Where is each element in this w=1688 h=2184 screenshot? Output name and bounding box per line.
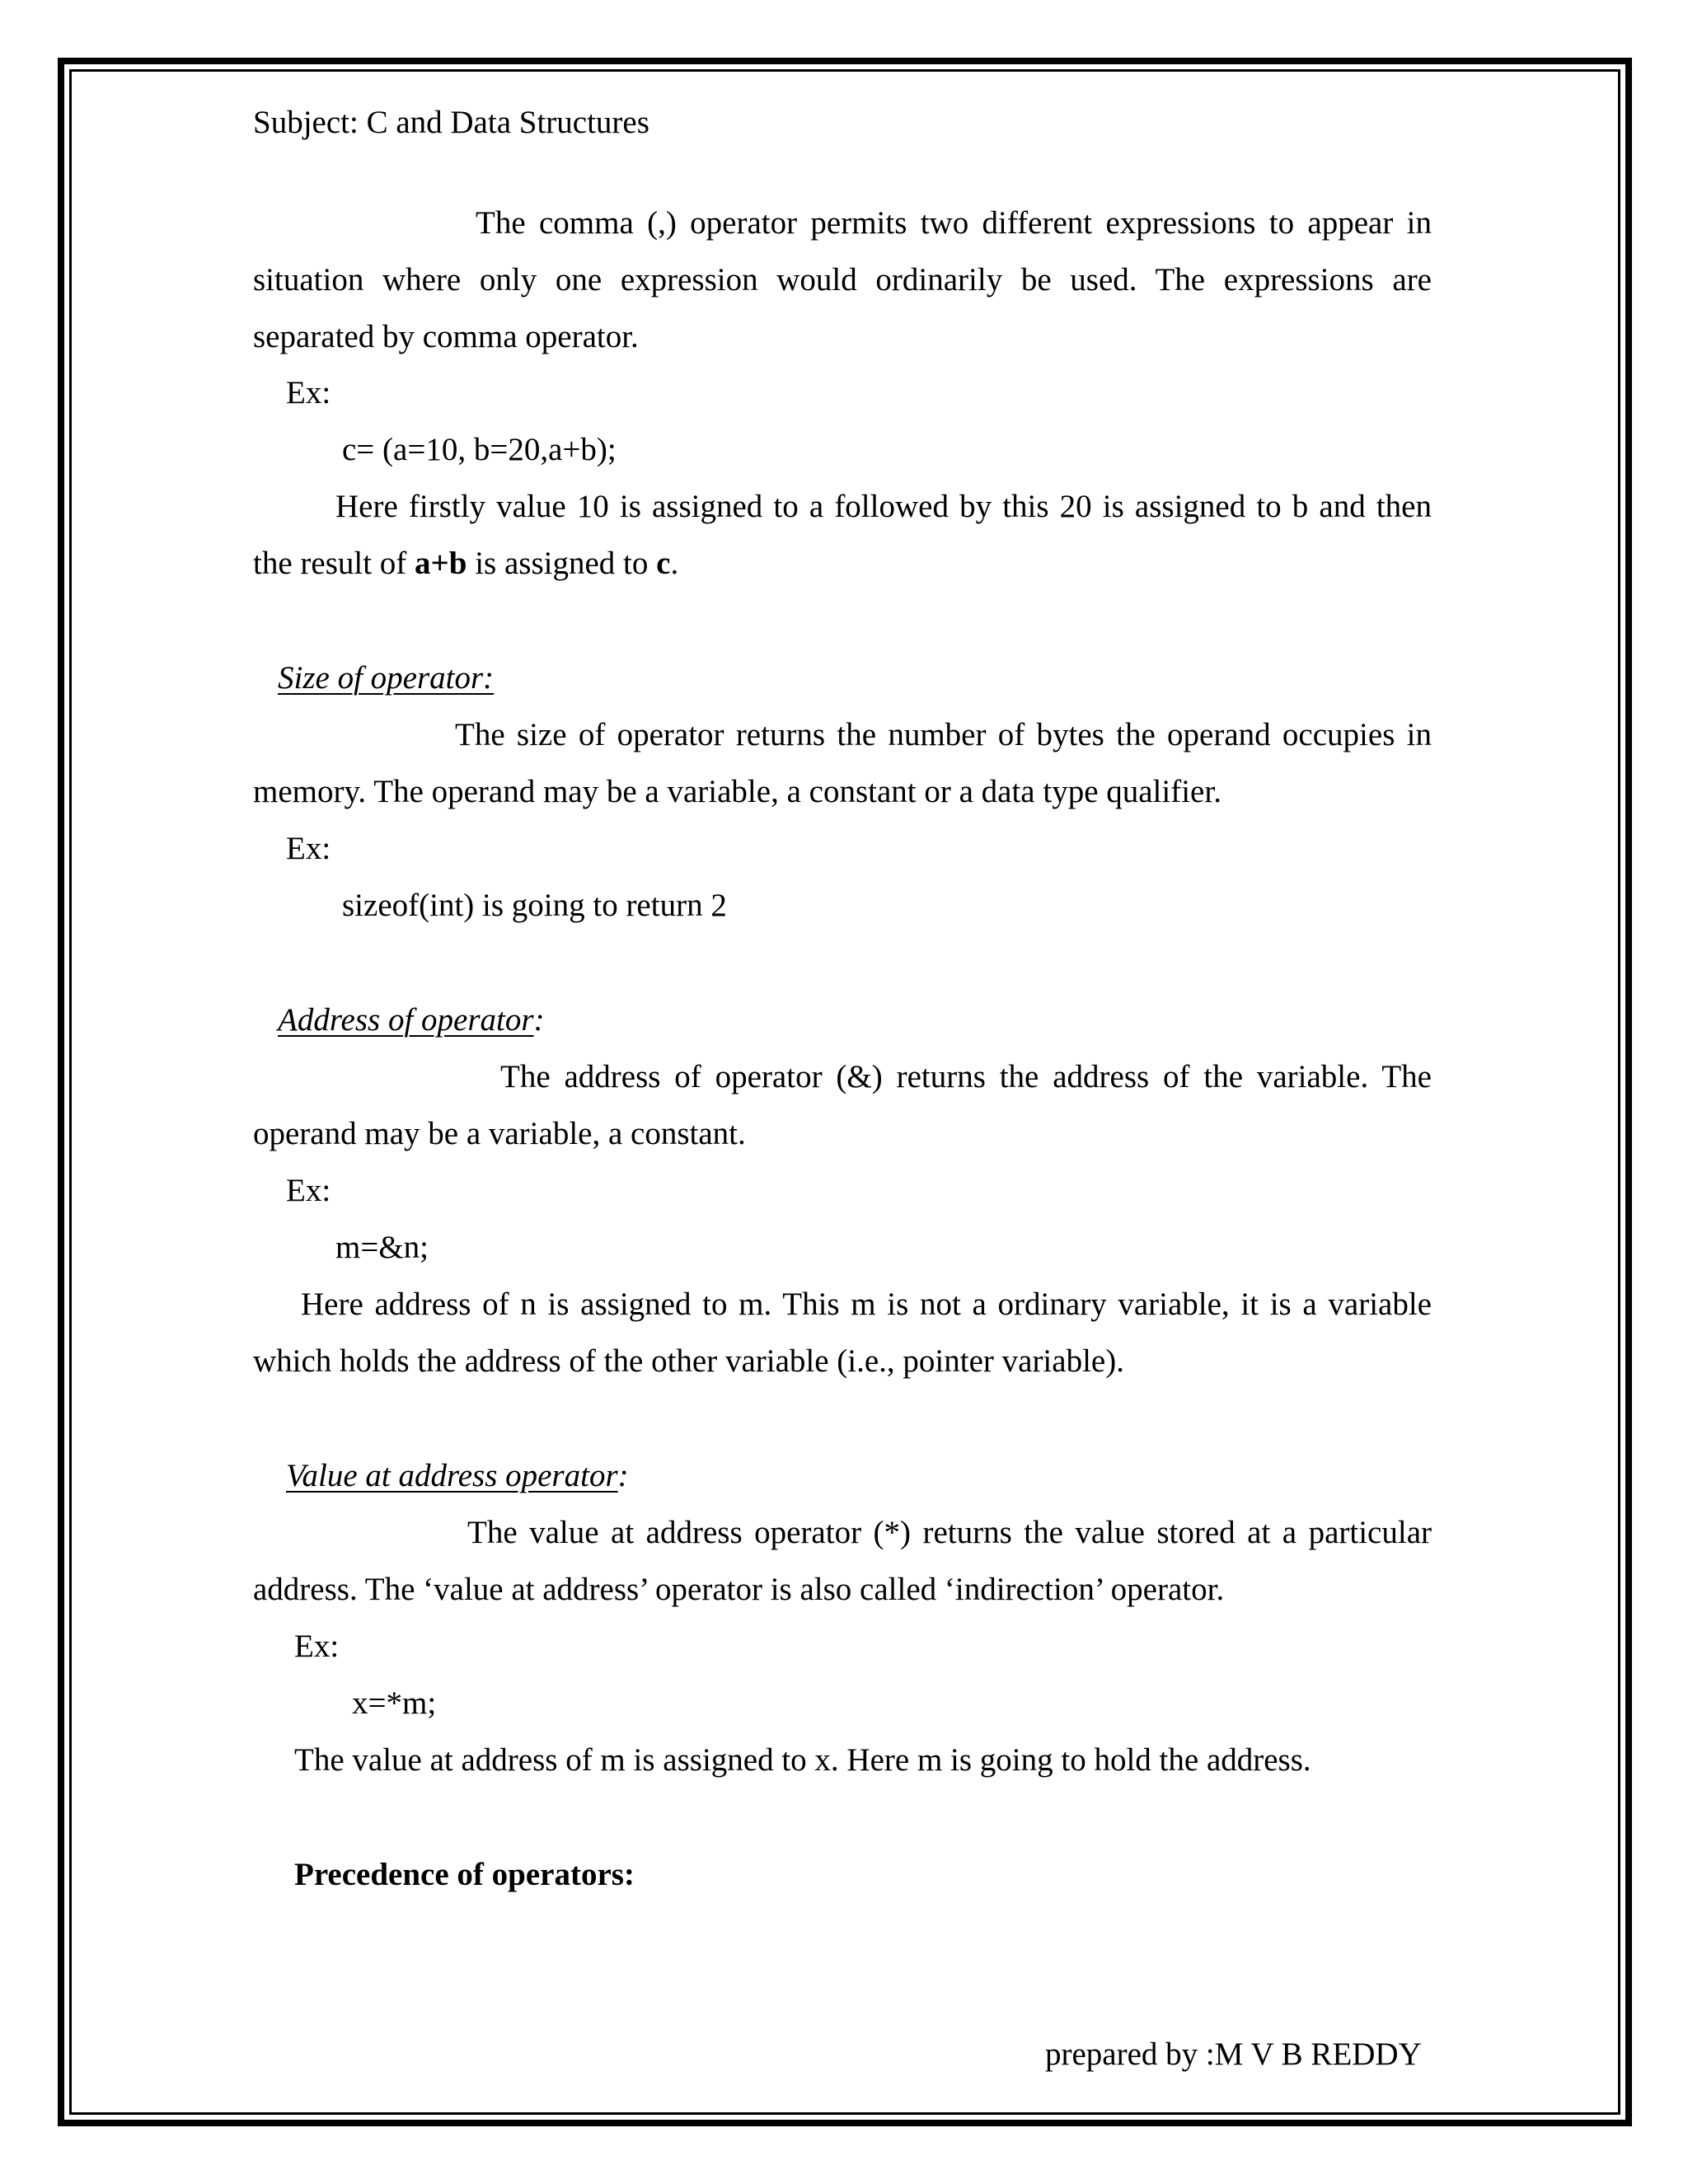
comma-ex-label: Ex: (286, 375, 331, 410)
precedence-heading: Precedence of operators: (294, 1857, 635, 1892)
comma-explain-line-2: the result of a+b is assigned to c. (253, 546, 679, 581)
comma-code: c= (a=10, b=20,a+b); (342, 432, 617, 467)
sizeof-code: sizeof(int) is going to return 2 (342, 888, 727, 923)
comma-explain-line-1: Here firstly value 10 is assigned to a followed by this 20 is assigned to b and then (335, 489, 1432, 524)
address-ex-label: Ex: (286, 1173, 331, 1208)
address-paragraph: The address of operator (&) returns the address of the variable. The operand may be a variable, a constant. (253, 1059, 1432, 1151)
address-code: m=&n; (335, 1230, 429, 1265)
comma-paragraph: The comma (,) operator permits two different expressions to appear in situation where only one expression would ordinarily be used. The expressions are separated by comma operator. (253, 205, 1432, 354)
value-at-code: x=*m; (352, 1685, 437, 1721)
address-heading: Address of operator: (278, 1002, 545, 1038)
value-at-heading: Value at address operator: (286, 1458, 629, 1493)
sizeof-ex-label: Ex: (286, 831, 331, 866)
subject-header: Subject: C and Data Structures (253, 105, 649, 140)
footer-prepared-by: prepared by :M V B REDDY (1045, 2036, 1422, 2072)
value-at-paragraph: The value at address operator (*) returns the value stored at a particular address. The ‘value at address’ operator is also called ‘indirection’ operator. (253, 1515, 1432, 1607)
sizeof-paragraph: The size of operator returns the number of bytes the operand occupies in memory. The operand may be a variable, a constant or a data type qualifier. (253, 717, 1432, 809)
value-at-ex-label: Ex: (294, 1629, 340, 1664)
address-explain: Here address of n is assigned to m. This m is not a ordinary variable, it is a variable which holds the address of the other variable (i.e., pointer variable). (253, 1286, 1432, 1379)
value-at-explain: The value at address of m is assigned to x. Here m is going to hold the address. (294, 1742, 1311, 1778)
sizeof-heading: Size of operator: (278, 660, 495, 696)
